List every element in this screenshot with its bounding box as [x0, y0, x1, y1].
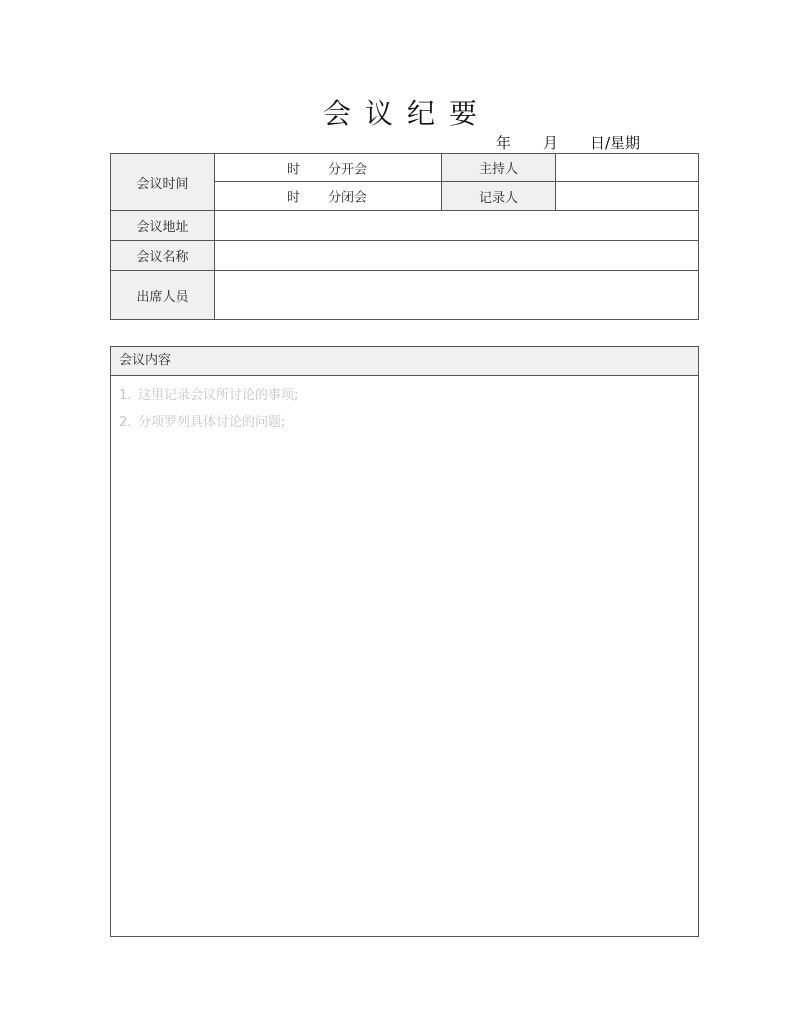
meeting-info-table: [110, 153, 699, 320]
date-month: 月: [543, 134, 559, 152]
content-item-text: 分项罗列具体讨论的问题;: [138, 415, 286, 430]
host-field[interactable]: [556, 154, 699, 182]
date-line: [496, 132, 696, 154]
attendees-label: 出席人员: [111, 271, 215, 320]
end-hour-label: 时: [287, 190, 301, 206]
document-title: 会议纪要: [322, 97, 491, 130]
start-minute-label: 分开会: [328, 162, 368, 177]
host-label: 主持人: [442, 154, 556, 182]
recorder-label: 记录人: [442, 182, 556, 211]
end-time-field[interactable]: [215, 182, 442, 211]
recorder-field[interactable]: [556, 182, 699, 211]
start-hour-label: 时: [287, 162, 301, 177]
start-time-field[interactable]: [215, 154, 442, 182]
content-item-number: 1.: [119, 388, 132, 403]
attendees-field[interactable]: [215, 271, 699, 320]
address-field[interactable]: [215, 211, 699, 241]
date-day-week: 日/星期: [590, 134, 641, 152]
content-item-number: 2.: [119, 415, 132, 430]
meeting-name-field[interactable]: [215, 241, 699, 271]
end-minute-label: 分闭会: [328, 190, 368, 206]
date-year: 年: [496, 134, 512, 152]
meeting-content-section: [110, 346, 699, 937]
content-item: [119, 409, 698, 436]
content-item: [119, 382, 698, 409]
meeting-time-label: 会议时间: [111, 154, 215, 211]
address-label: 会议地址: [111, 211, 215, 241]
content-item-text: 这里记录会议所讨论的事项;: [138, 388, 299, 403]
meeting-content-heading: 会议内容: [111, 347, 698, 376]
meeting-content-area[interactable]: [111, 376, 698, 436]
meeting-name-label: 会议名称: [111, 241, 215, 271]
